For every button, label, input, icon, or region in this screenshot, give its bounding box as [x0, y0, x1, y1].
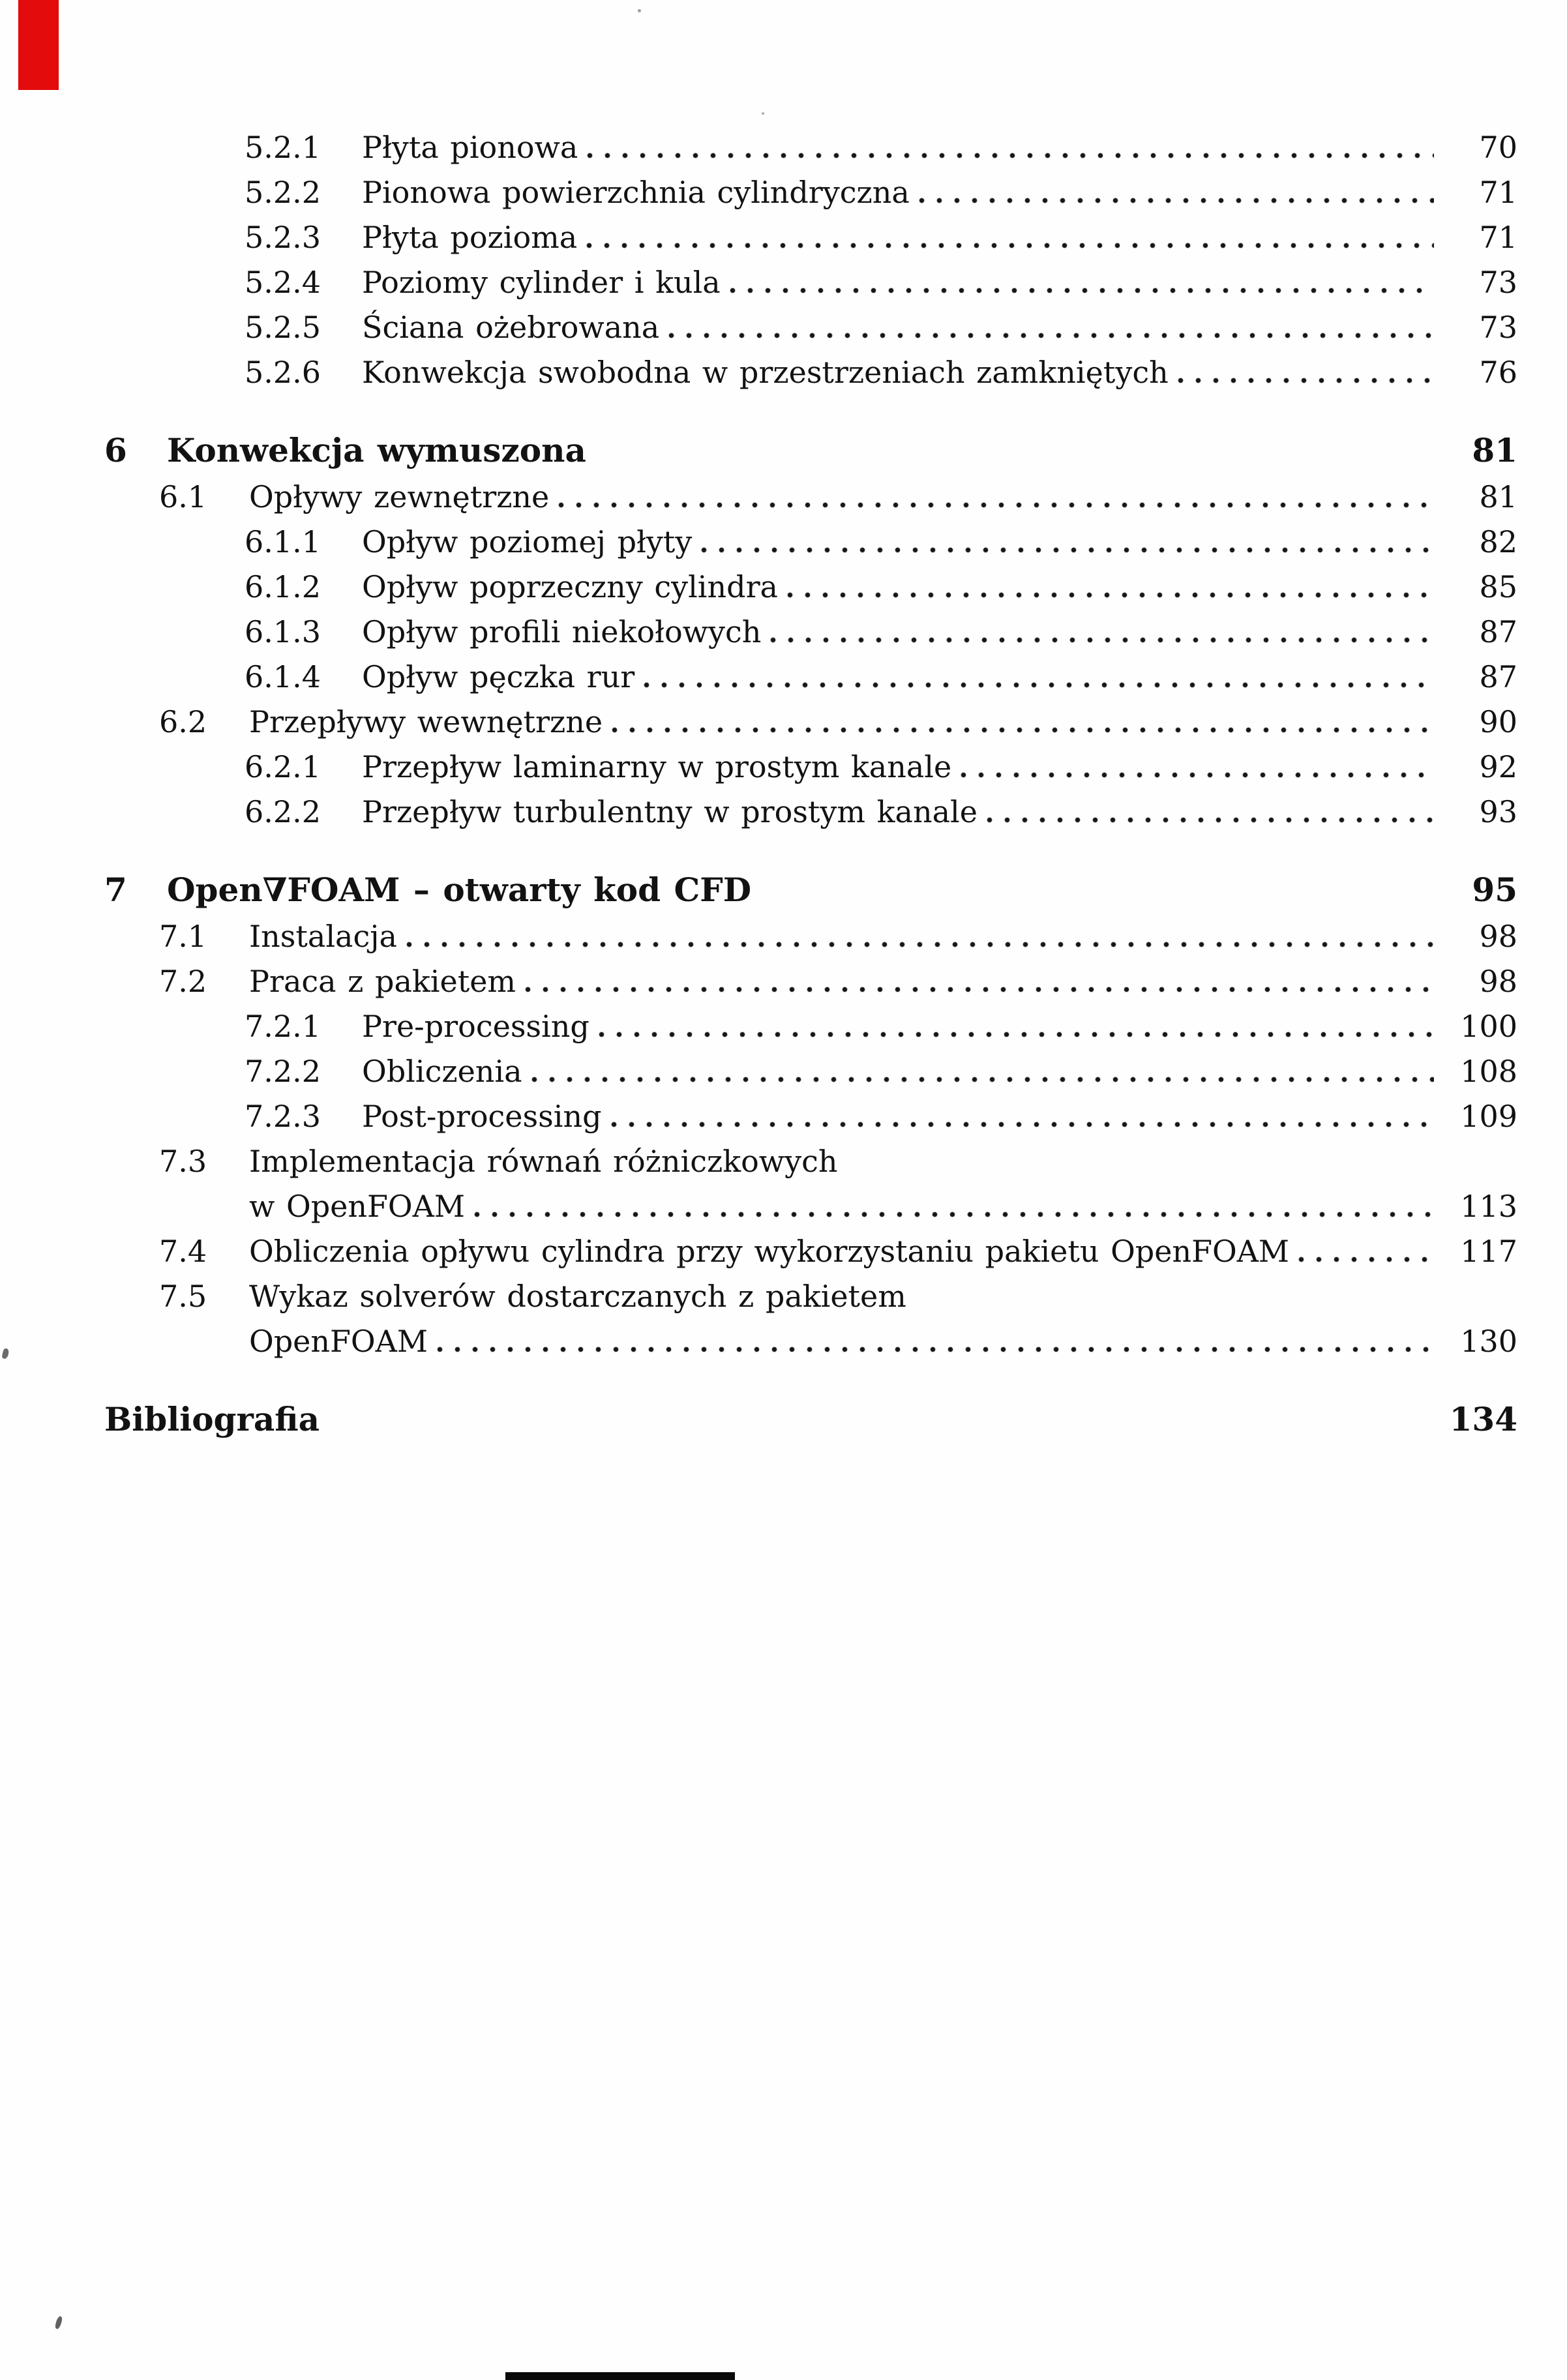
dot-leader [531, 1077, 1434, 1082]
entry-number: 7.5 [159, 1279, 207, 1314]
entry-number: 6.1.3 [245, 614, 321, 649]
entry-page-number: 130 [1460, 1324, 1517, 1359]
entry-number: 5.2.5 [245, 310, 321, 345]
entry-page-number: 117 [1460, 1234, 1517, 1269]
entry-title: Opływ pęczka rur [362, 659, 635, 694]
dot-leader [701, 547, 1434, 553]
entry-title: Konwekcja swobodna w przestrzeniach zamkniętych [362, 355, 1169, 390]
toc-entry-7-2-3 [245, 1090, 1517, 1135]
entry-page-number: 108 [1460, 1054, 1517, 1089]
entry-title: Poziomy cylinder i kula [362, 265, 721, 300]
entry-number: 7.3 [159, 1144, 207, 1179]
dot-leader [525, 987, 1434, 992]
entry-page-number: 85 [1479, 569, 1517, 604]
entry-title: Obliczenia [362, 1054, 522, 1089]
entry-number: 6.2.1 [245, 749, 321, 784]
dot-leader [406, 942, 1434, 947]
entry-title: Płyta pozioma [362, 220, 578, 255]
dot-leader [961, 772, 1434, 778]
dot-leader [787, 592, 1434, 598]
entry-page-number: 73 [1479, 265, 1517, 300]
toc-entry-5-2-1 [245, 121, 1517, 166]
entry-number: 7.1 [159, 919, 207, 954]
toc-entry-7-3-continuation [249, 1180, 1517, 1225]
entry-page-number: 93 [1479, 794, 1517, 829]
toc-entry-7-1 [159, 910, 1517, 955]
entry-page-number: 90 [1479, 704, 1517, 739]
entry-number: 6.1.2 [245, 569, 321, 604]
entry-number: 5.2.6 [245, 355, 321, 390]
entry-page-number: 71 [1479, 175, 1517, 210]
toc-entry-6-1-1 [245, 516, 1517, 561]
dot-leader [919, 198, 1434, 203]
entry-title: Opływ poziomej płyty [362, 524, 693, 559]
toc-entry-bibliografia [104, 1389, 1517, 1440]
entry-title: Przepływy wewnętrzne [249, 704, 603, 739]
entry-title: Praca z pakietem [249, 964, 516, 999]
dot-leader [1178, 378, 1434, 383]
entry-number: 7.4 [159, 1234, 207, 1269]
scan-artifact-red-bar [18, 0, 59, 90]
toc-entry-7 [104, 859, 1517, 910]
entry-number: 5.2.1 [245, 130, 321, 165]
dot-leader [611, 1122, 1434, 1127]
entry-number: 7.2.2 [245, 1054, 321, 1089]
toc-entry-5-2-4 [245, 256, 1517, 301]
entry-page-number: 81 [1479, 479, 1517, 514]
entry-page-number: 87 [1479, 614, 1517, 649]
entry-title: Implementacja równań różniczkowych [249, 1144, 838, 1179]
dot-leader [668, 333, 1434, 338]
dot-leader [329, 1426, 1434, 1432]
dot-leader [1298, 1257, 1434, 1262]
dot-leader [987, 817, 1434, 823]
toc-entry-7-4 [159, 1225, 1517, 1270]
entry-title: Przepływ turbulentny w prostym kanale [362, 794, 978, 829]
toc-entry-7-5 [159, 1270, 1517, 1315]
entry-page-number: 73 [1479, 310, 1517, 345]
entry-title: Wykaz solverów dostarczanych z pakietem [249, 1279, 906, 1314]
entry-title: Pre-processing [362, 1009, 589, 1044]
entry-number: 6.1.1 [245, 524, 321, 559]
dot-leader [586, 243, 1434, 248]
entry-title: Instalacja [249, 919, 397, 954]
toc-entry-5-2-6 [245, 346, 1517, 391]
dot-leader [730, 288, 1434, 293]
entry-page-number: 81 [1472, 431, 1517, 469]
toc-entry-6-2 [159, 696, 1517, 741]
entry-title-continuation: OpenFOAM [249, 1324, 428, 1359]
entry-title: Płyta pionowa [362, 130, 578, 165]
entry-page-number: 92 [1479, 749, 1517, 784]
entry-page-number: 109 [1460, 1099, 1517, 1134]
dot-leader [612, 727, 1434, 733]
scan-artifact-black-bar [505, 2372, 735, 2380]
dot-leader [587, 153, 1434, 158]
entry-page-number: 100 [1460, 1009, 1517, 1044]
entry-page-number: 70 [1479, 130, 1517, 165]
dot-leader [474, 1212, 1434, 1217]
entry-page-number: 98 [1479, 964, 1517, 999]
entry-number: 6.2 [159, 704, 207, 739]
toc-entry-6-1-3 [245, 606, 1517, 651]
toc-entry-7-5-continuation [249, 1315, 1517, 1360]
toc-entry-7-3 [159, 1135, 1517, 1180]
entry-title: Post-processing [362, 1099, 602, 1134]
toc-entry-7-2-2 [245, 1045, 1517, 1090]
entry-page-number: 87 [1479, 659, 1517, 694]
entry-page-number: 76 [1479, 355, 1517, 390]
dot-leader [558, 502, 1434, 508]
entry-title: Opływ profili niekołowych [362, 614, 762, 649]
toc-entry-6-2-1 [245, 741, 1517, 786]
table-of-contents [0, 121, 1567, 1440]
entry-page-number: 134 [1449, 1400, 1517, 1438]
entry-number: 7 [104, 870, 127, 909]
entry-number: 6 [104, 431, 127, 469]
entry-page-number: 82 [1479, 524, 1517, 559]
toc-entry-6-2-2 [245, 786, 1517, 831]
dot-leader [595, 457, 1434, 463]
dot-leader [760, 897, 1434, 902]
dot-leader [599, 1032, 1434, 1037]
dot-leader [644, 682, 1434, 688]
entry-page-number: 113 [1460, 1189, 1517, 1224]
entry-title: Pionowa powierzchnia cylindryczna [362, 175, 910, 210]
entry-number: 6.1 [159, 479, 207, 514]
dot-leader [437, 1346, 1434, 1352]
entry-title: Konwekcja wymuszona [167, 431, 586, 469]
entry-page-number: 98 [1479, 919, 1517, 954]
toc-entry-6-1-2 [245, 561, 1517, 606]
scan-speck [762, 112, 764, 115]
dot-leader [770, 637, 1434, 643]
toc-entry-7-2 [159, 955, 1517, 1000]
entry-title-continuation: w OpenFOAM [249, 1189, 465, 1224]
entry-page-number: 71 [1479, 220, 1517, 255]
entry-number: 5.2.4 [245, 265, 321, 300]
toc-entry-6-1-4 [245, 651, 1517, 696]
entry-number: 7.2.3 [245, 1099, 321, 1134]
entry-number: 7.2 [159, 964, 207, 999]
entry-number: 5.2.2 [245, 175, 321, 210]
toc-entry-5-2-2 [245, 166, 1517, 211]
entry-number: 5.2.3 [245, 220, 321, 255]
entry-title: Przepływ laminarny w prostym kanale [362, 749, 952, 784]
toc-entry-7-2-1 [245, 1000, 1517, 1045]
entry-title: Open∇FOAM – otwarty kod CFD [167, 870, 752, 909]
entry-title: Obliczenia opływu cylindra przy wykorzystaniu pakietu OpenFOAM [249, 1234, 1290, 1269]
scan-speck [54, 2315, 63, 2329]
toc-entry-6 [104, 420, 1517, 471]
entry-title: Opływ poprzeczny cylindra [362, 569, 778, 604]
scan-speck [638, 9, 641, 12]
entry-title: Opływy zewnętrzne [249, 479, 550, 514]
entry-number: 6.2.2 [245, 794, 321, 829]
toc-entry-5-2-3 [245, 211, 1517, 256]
entry-number: 7.2.1 [245, 1009, 321, 1044]
entry-title: Bibliografia [104, 1400, 320, 1438]
toc-entry-6-1 [159, 471, 1517, 516]
entry-title: Ściana ożebrowana [362, 310, 660, 345]
entry-page-number: 95 [1472, 870, 1517, 909]
toc-entry-5-2-5 [245, 301, 1517, 346]
entry-number: 6.1.4 [245, 659, 321, 694]
